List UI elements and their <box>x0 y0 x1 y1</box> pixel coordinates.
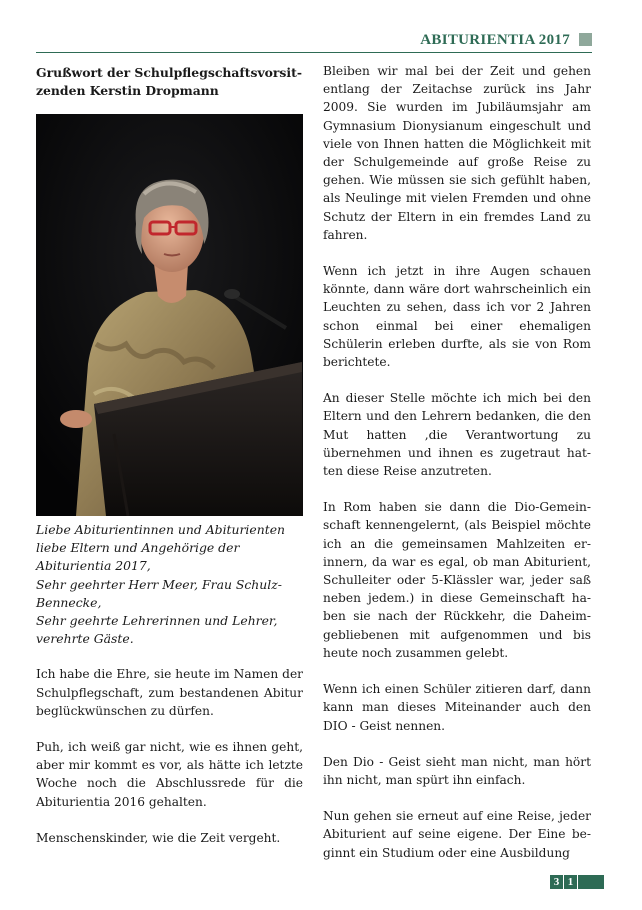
left-column <box>36 64 303 865</box>
page-number-bar <box>578 875 604 889</box>
caption-line: Sehr geehrter Herr Meer, Frau Schulz-Bennecke, <box>36 576 282 610</box>
right-column <box>323 62 591 880</box>
paragraph: Puh, ich weiß gar nicht, wie es ihnen geht, aber mir kommt es vor, als hätte ich letzte Woche noch die Abschlussrede für die Abiturientia 2016 gehalten. <box>36 740 303 809</box>
page-number-digit: 1 <box>564 875 577 889</box>
header-square-decoration <box>579 33 592 46</box>
paragraph: Wenn ich einen Schüler zitieren darf, dann kann man dieses Miteinander auch den DIO - Geist nennen. <box>323 682 591 733</box>
paragraph: Menschenskinder, wie die Zeit vergeht. <box>36 830 281 845</box>
paragraph: Wenn ich jetzt in ihre Augen schauen könnte, dann wäre dort wahrscheinlich ein Leuchten zu sehen, dass ich vor 2 Jahren schon einmal bei einer ehemaligen Schülerin erleben durfte, als sie von Rom berichtete. <box>323 264 591 370</box>
paragraph: An dieser Stelle möchte ich mich bei den Eltern und den Lehrern bedanken, die den Mut hatten ,die Verantwortung zu übernehmen und ihnen es zugetraut hatten diese Reise anzutreten. <box>323 391 591 479</box>
paragraph: Bleiben wir mal bei der Zeit und gehen entlang der Zeitachse zurück ins Jahr 2009. Sie wurden im Jubiläumsjahr am Gymnasium Dionysianum eingeschult und viele von Ihnen hatten die Möglichkeit mit der Schulgemeinde auf große Reise zu gehen. Wie müssen sie sich gefühlt haben, als Neulinge mit vielen Fremden und ohne Schutz der Eltern in ein fremdes Land zu fahren. <box>323 64 591 242</box>
article-heading: Grußwort der Schulpflegschaftsvorsitzenden Kerstin Dropmann <box>36 65 302 98</box>
caption-line: liebe Eltern und Angehörige der Abiturientia 2017, <box>36 540 240 574</box>
caption-line: Liebe Abiturientinnen und Abiturienten <box>36 522 286 537</box>
page-header <box>36 30 592 53</box>
speaker-photo <box>36 114 303 516</box>
paragraph: Nun gehen sie erneut auf eine Reise, jeder Abiturient auf seine eigene. Der Eine beginnt ein Studium oder eine Ausbildung <box>323 809 591 860</box>
caption-line: Sehr geehrte Lehrerinnen und Lehrer, verehrte Gäste. <box>36 613 278 647</box>
greeting-caption <box>36 521 303 648</box>
header-title: ABITURIENTIA 2017 <box>420 32 570 48</box>
paragraph: Ich habe die Ehre, sie heute im Namen der Schulpflegschaft, zum bestandenen Abitur beglückwünschen zu dürfen. <box>36 667 303 718</box>
paragraph: Den Dio - Geist sieht man nicht, man hört ihn nicht, man spürt ihn einfach. <box>323 754 591 787</box>
paragraph: In Rom haben sie dann die Dio-Gemeinschaft kennengelernt, (als Beispiel möchte ich an die gemeinsamen Mahlzeiten erinnern, da war es egal, ob man Abiturient, Schulleiter oder 5-Klässler war, jeder saß neben jedem.) in diese Gemeinschaft haben sie nach der Rückkehr, die Daheimgebliebenen mit aufgenommen und bis heute noch zusammen gelebt. <box>323 500 591 660</box>
speaker-photo-illustration <box>36 114 303 516</box>
page-number <box>550 875 604 889</box>
page-number-digit: 3 <box>550 875 563 889</box>
